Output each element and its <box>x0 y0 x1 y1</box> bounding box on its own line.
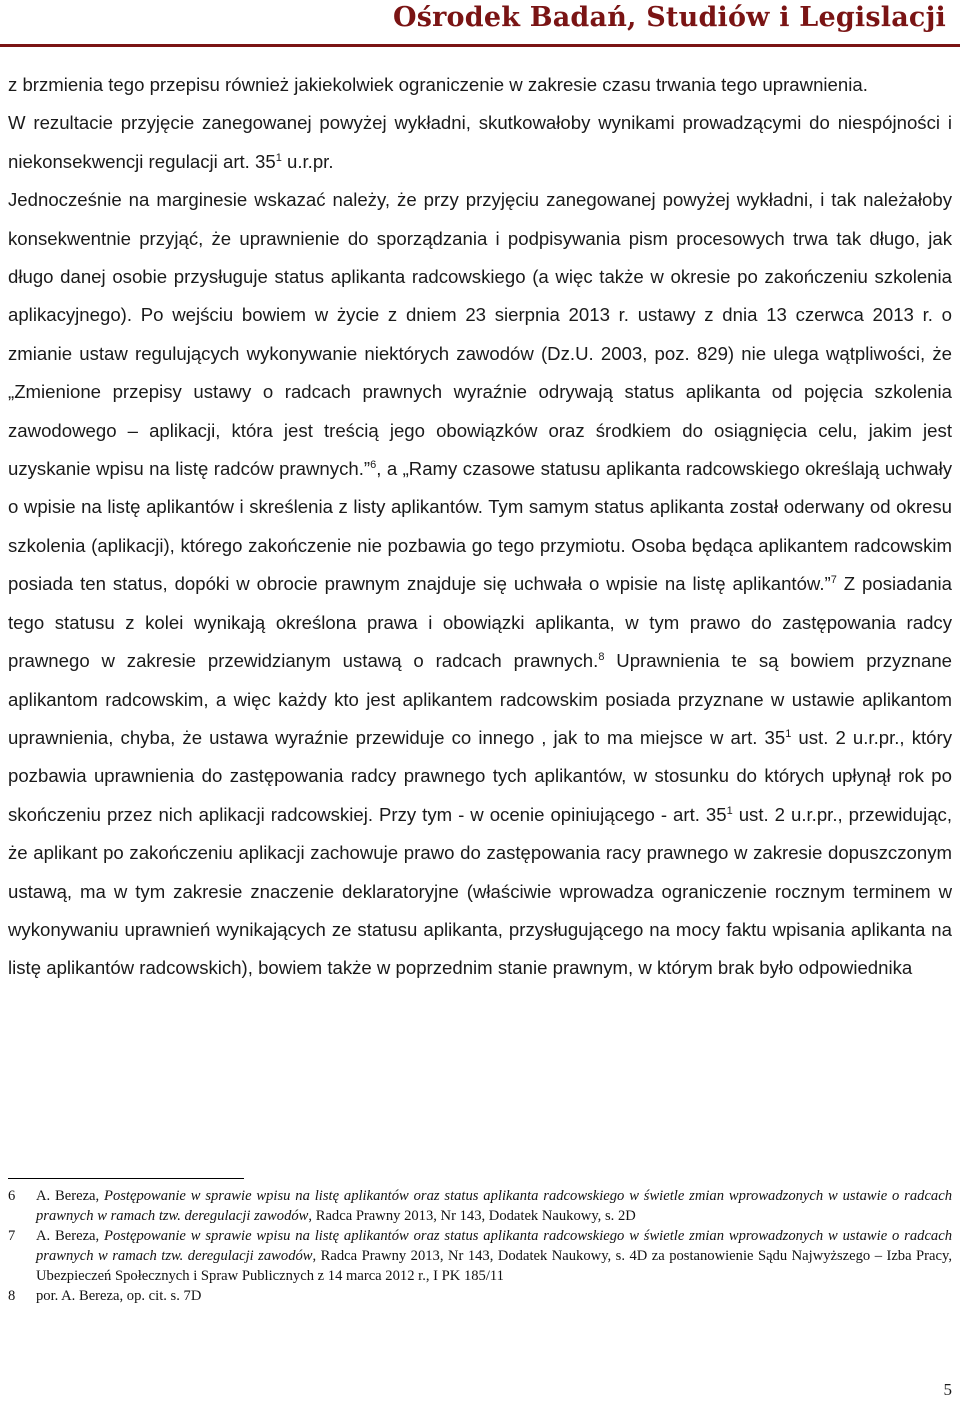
paragraph <box>8 66 952 104</box>
footnote-author: A. Bereza, <box>36 1188 105 1204</box>
paragraph <box>8 181 952 988</box>
footnote-title: Postępowanie w sprawie wpisu na listę aplikantów oraz status aplikanta radcowskiego w świetle zmian wprowadzonych w ustawie o radcach prawnych w ramach tzw. deregulacji zawodów <box>36 1188 952 1224</box>
footnote-separator <box>8 1178 244 1179</box>
superscript: 1 <box>275 151 282 164</box>
footnote-source: , Radca Prawny 2013, Nr 143, Dodatek Naukowy, s. 4D za postanowienie Sądu Najwyższego – Izba Pracy, Ubezpieczeń Społecznych i Spraw Publicznych z 14 marca 2012 r., I PK 185/11 <box>36 1248 952 1284</box>
paragraph-text: Uprawnienia te są bowiem przyznane aplikantom radcowskim, a więc każdy kto jest aplikantem radcowskim posiada przyznane w ustawie aplikantom uprawnienia, chyba, że ustawa wyraźnie przewiduje co innego , jak to ma miejsce w art. 35 <box>8 650 953 748</box>
footnote-text <box>36 1186 952 1226</box>
paragraph-text: W rezultacie przyjęcie zanegowanej powyżej wykładni, skutkowałoby wynikami prowadzącymi do niespójności i niekonsekwencji regulacji art. 35 <box>8 112 952 172</box>
footnote-author: A. Bereza, <box>36 1228 105 1244</box>
footnote-title: Postępowanie w sprawie wpisu na listę aplikantów oraz status aplikanta radcowskiego w świetle zmian wprowadzonych w ustawie o radcach prawnych w ramach tzw. deregulacji zawodów <box>36 1228 952 1264</box>
footnotes <box>8 1186 952 1306</box>
page-header-title: Ośrodek Badań, Studiów i Legislacji <box>393 2 946 33</box>
footnote-ref[interactable]: 8 <box>598 651 605 664</box>
paragraph-text: Z posiadania tego statusu z kolei wynikają określona prawa i obowiązki aplikanta, w tym prawo do zastępowania radcy prawnego w zakresie przewidzianym ustawą o radcach prawnych. <box>8 573 953 672</box>
paragraph-text: u.r.pr. <box>281 150 334 172</box>
page-number: 5 <box>943 1380 952 1399</box>
footnote-number: 8 <box>8 1288 16 1304</box>
footnote-ref[interactable]: 7 <box>830 574 837 587</box>
footnote-source: , Radca Prawny 2013, Nr 143, Dodatek Naukowy, s. 2D <box>308 1208 636 1224</box>
paragraph-text: , a „Ramy czasowe statusu aplikanta radcowskiego określają uchwały o wpisie na listę aplikantów i skreślenia z listy aplikantów. Tym samym status aplikanta został oderwany od okresu szkolenia (aplikacji), którego zakończenie nie pozbawia go tego przymiotu. Osoba będąca aplikantem radcowskim posiada ten status, dopóki w obrocie prawnym znajduje się uchwała o wpisie na listę aplikantów.” <box>8 458 953 595</box>
footnote-8 <box>8 1286 952 1306</box>
paragraph-text: Jednocześnie na marginesie wskazać należy, że przy przyjęciu zanegowanej powyżej wykładni, i tak należałoby konsekwentnie przyjąć, że uprawnienie do sporządzania i podpisywania pism procesowych trwa tak długo, jak długo danej osobie przysługuje status aplikanta radcowskiego (a więc także w okresie po zakończeniu szkolenia aplikacyjnego). Po wejściu bowiem w życie z dniem 23 sierpnia 2013 r. ustawy z dnia 13 czerwca 2013 r. o zmianie ustaw regulujących wykonywanie niektórych zawodów (Dz.U. 2003, poz. 829) nie ulega wątpliwości, że „Zmienione przepisy ustawy o radcach prawnych wyraźnie odrywają status aplikanta od pojęcia szkolenia zawodowego – aplikacji, która jest treścią jego obowiązków oraz środkiem do osiągnięcia celu, jakim jest uzyskanie wpisu na listę radców prawnych.” <box>8 189 952 480</box>
header-divider <box>0 44 960 47</box>
footnote-text: por. A. Bereza, op. cit. s. 7D <box>36 1288 202 1304</box>
footnote-7 <box>8 1226 952 1286</box>
footnote-text <box>36 1226 952 1286</box>
footnote-ref[interactable]: 6 <box>370 459 377 472</box>
footnote-number: 7 <box>8 1228 16 1244</box>
superscript: 1 <box>726 804 733 817</box>
footnote-number: 6 <box>8 1188 16 1204</box>
paragraph-text: ust. 2 u.r.pr., przewidując, że aplikant po zakończeniu aplikacji zachowuje prawo do zastępowania racy prawnego w zakresie dopuszczonym ustawą, ma w tym zakresie znaczenie deklaratoryjne (właściwie wprowadza ograniczenie rocznym terminem w wykonywaniu uprawnień wynikających ze statusu aplikanta, przysługującego na mocy faktu wpisania aplikanta na listę aplikantów radcowskich), bowiem także w poprzednim stanie prawnym, w którym brak było odpowiednika <box>8 803 953 979</box>
paragraph <box>8 104 952 181</box>
superscript: 1 <box>785 727 792 740</box>
document-body <box>8 66 952 988</box>
footnote-6 <box>8 1186 952 1226</box>
paragraph-text: ust. 2 u.r.pr., który pozbawia uprawnienia do zastępowania radcy prawnego tych aplikantów, w stosunku do których upłynął rok po skończeniu przez nich aplikacji radcowskiej. Przy tym - w ocenie opiniującego - art. 35 <box>8 726 952 825</box>
paragraph-text: z brzmienia tego przepisu również jakiekolwiek ograniczenie w zakresie czasu trwania tego uprawnienia. <box>8 74 868 95</box>
